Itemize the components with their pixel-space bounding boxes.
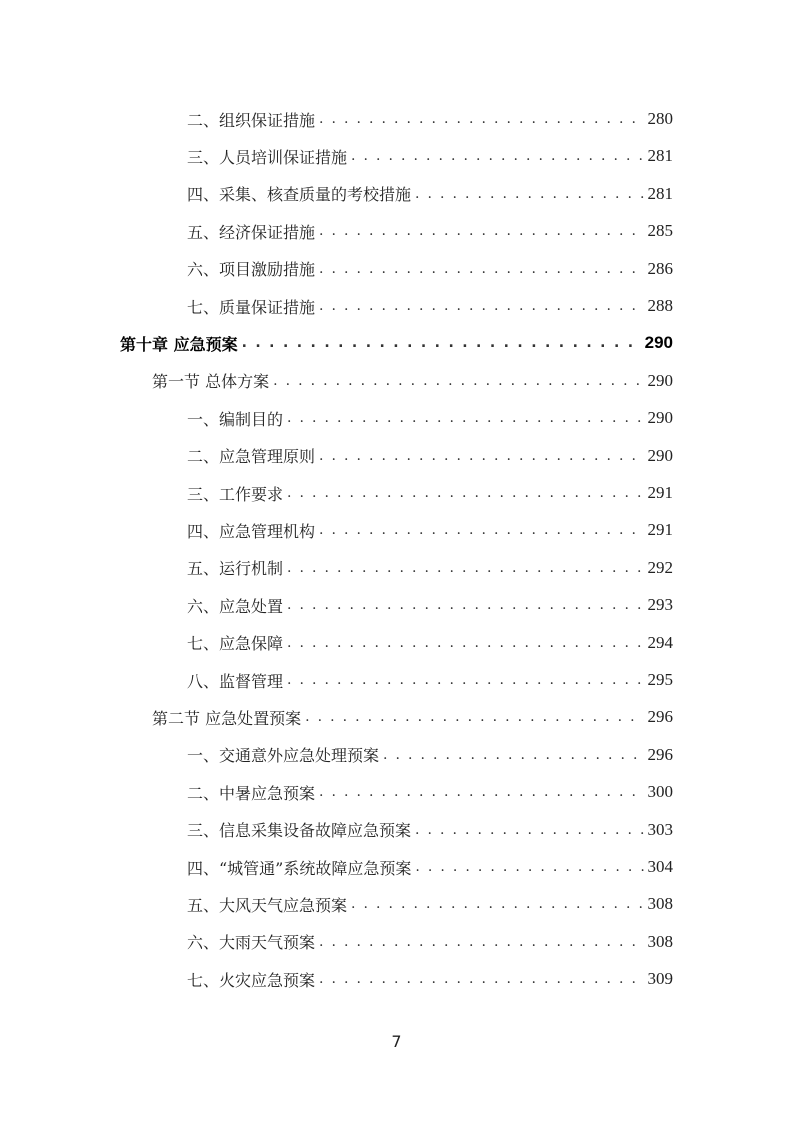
toc-entry[interactable] xyxy=(187,817,673,843)
toc-entry-page: 294 xyxy=(647,632,673,652)
toc-entry-title: 七、火灾应急预案 xyxy=(187,970,316,990)
dot-leader xyxy=(305,709,643,725)
dot-leader xyxy=(319,111,643,127)
toc-entry-page: 309 xyxy=(647,969,673,989)
toc-entry-page: 303 xyxy=(647,819,673,839)
toc-entry[interactable] xyxy=(187,854,673,880)
toc-entry-title: 一、交通意外应急处理预案 xyxy=(187,746,380,766)
dot-leader xyxy=(415,859,643,875)
toc-entry-page: 291 xyxy=(647,483,673,502)
toc-entry-title: 三、信息采集设备故障应急预案 xyxy=(187,821,412,841)
toc-entry-title: 第十章 应急预案 xyxy=(120,334,238,354)
toc-entry-page: 286 xyxy=(647,258,673,278)
toc-entry-page: 308 xyxy=(647,931,673,951)
dot-leader xyxy=(383,747,643,763)
toc-entry[interactable] xyxy=(187,630,673,656)
toc-entry-title: 四、采集、核查质量的考校措施 xyxy=(187,185,412,205)
toc-entry-page: 304 xyxy=(647,857,673,876)
dot-leader xyxy=(319,261,643,277)
dot-leader xyxy=(351,148,643,164)
toc-entry-title: 五、大风天气应急预案 xyxy=(187,895,348,915)
dot-leader xyxy=(319,934,643,950)
toc-entry[interactable] xyxy=(187,517,673,543)
dot-leader xyxy=(273,373,643,389)
toc-entry-title: 第一节 总体方案 xyxy=(152,372,270,392)
dot-leader xyxy=(287,672,643,688)
toc-entry[interactable] xyxy=(187,405,673,431)
toc-entry[interactable] xyxy=(187,293,673,319)
toc-entry-title: 二、应急管理原则 xyxy=(187,447,316,467)
toc-entry-page: 281 xyxy=(647,146,673,166)
toc-entry-title: 五、运行机制 xyxy=(187,559,284,579)
toc-entry-title: 七、应急保障 xyxy=(187,634,284,654)
toc-entry-title: 三、人员培训保证措施 xyxy=(187,147,348,167)
dot-leader xyxy=(319,971,643,987)
toc-entry-page: 281 xyxy=(647,183,673,203)
toc-entry-title: 七、质量保证措施 xyxy=(187,297,316,317)
dot-leader xyxy=(351,896,643,912)
toc-entry-title: 四、“城管通”系统故障应急预案 xyxy=(187,858,412,878)
toc-entry-title: 二、中暑应急预案 xyxy=(187,783,316,803)
toc-entry-page: 291 xyxy=(647,520,673,540)
toc-entry-page: 280 xyxy=(647,109,673,128)
dot-leader xyxy=(287,597,643,613)
toc-entry-title: 五、经济保证措施 xyxy=(187,222,316,242)
toc-entry[interactable] xyxy=(187,929,673,955)
toc-entry-page: 295 xyxy=(647,670,673,689)
toc-entry-title: 六、大雨天气预案 xyxy=(187,933,316,953)
toc-entry[interactable] xyxy=(187,779,673,805)
dot-leader xyxy=(319,448,643,464)
toc-entry-title: 二、组织保证措施 xyxy=(187,110,316,130)
toc-entry[interactable] xyxy=(187,592,673,618)
dot-leader xyxy=(242,335,641,351)
toc-entry[interactable] xyxy=(187,555,673,581)
toc-entry-page: 300 xyxy=(647,782,673,802)
toc-entry-title: 四、应急管理机构 xyxy=(187,521,316,541)
toc-entry-title: 一、编制目的 xyxy=(187,409,284,429)
dot-leader xyxy=(319,298,643,314)
toc-entry-page: 290 xyxy=(647,445,673,465)
toc-entry-title: 三、工作要求 xyxy=(187,484,284,504)
toc-entry-page: 290 xyxy=(647,408,673,428)
dot-leader xyxy=(287,560,643,576)
toc-entry-page: 290 xyxy=(644,333,673,353)
toc-entry-title: 八、监督管理 xyxy=(187,671,284,691)
toc-entry-page: 290 xyxy=(647,370,673,390)
toc-entry[interactable] xyxy=(187,667,673,693)
dot-leader xyxy=(319,223,643,239)
toc-entry[interactable] xyxy=(187,181,673,207)
toc-entry-page: 285 xyxy=(647,221,673,241)
toc-section-entry[interactable] xyxy=(152,704,673,730)
toc-entry[interactable] xyxy=(187,256,673,282)
toc-entry-title: 六、应急处置 xyxy=(187,596,284,616)
toc-entry-page: 293 xyxy=(647,595,673,615)
dot-leader xyxy=(319,522,643,538)
toc-entry-title: 六、项目激励措施 xyxy=(187,260,316,280)
toc-entry-page: 288 xyxy=(647,296,673,315)
toc-chapter-entry[interactable] xyxy=(120,330,673,356)
page-number: 7 xyxy=(391,1032,402,1051)
toc-entry-title: 第二节 应急处置预案 xyxy=(152,708,302,728)
toc-entry[interactable] xyxy=(187,218,673,244)
toc-entry-page: 308 xyxy=(647,894,673,914)
toc-entry-page: 296 xyxy=(647,744,673,764)
dot-leader xyxy=(287,485,643,501)
toc-entry[interactable] xyxy=(187,891,673,917)
toc-entry[interactable] xyxy=(187,966,673,992)
toc-entry-page: 296 xyxy=(647,707,673,727)
dot-leader xyxy=(415,822,643,838)
toc-entry[interactable] xyxy=(187,742,673,768)
dot-leader xyxy=(287,635,643,651)
dot-leader xyxy=(415,186,643,202)
dot-leader xyxy=(319,784,643,800)
toc-section-entry[interactable] xyxy=(152,368,673,394)
toc-entry[interactable] xyxy=(187,443,673,469)
toc-entry[interactable] xyxy=(187,143,673,169)
dot-leader xyxy=(287,410,643,426)
toc-entry-page: 292 xyxy=(647,557,673,577)
toc-entry[interactable] xyxy=(187,106,673,132)
toc-entry[interactable] xyxy=(187,480,673,506)
